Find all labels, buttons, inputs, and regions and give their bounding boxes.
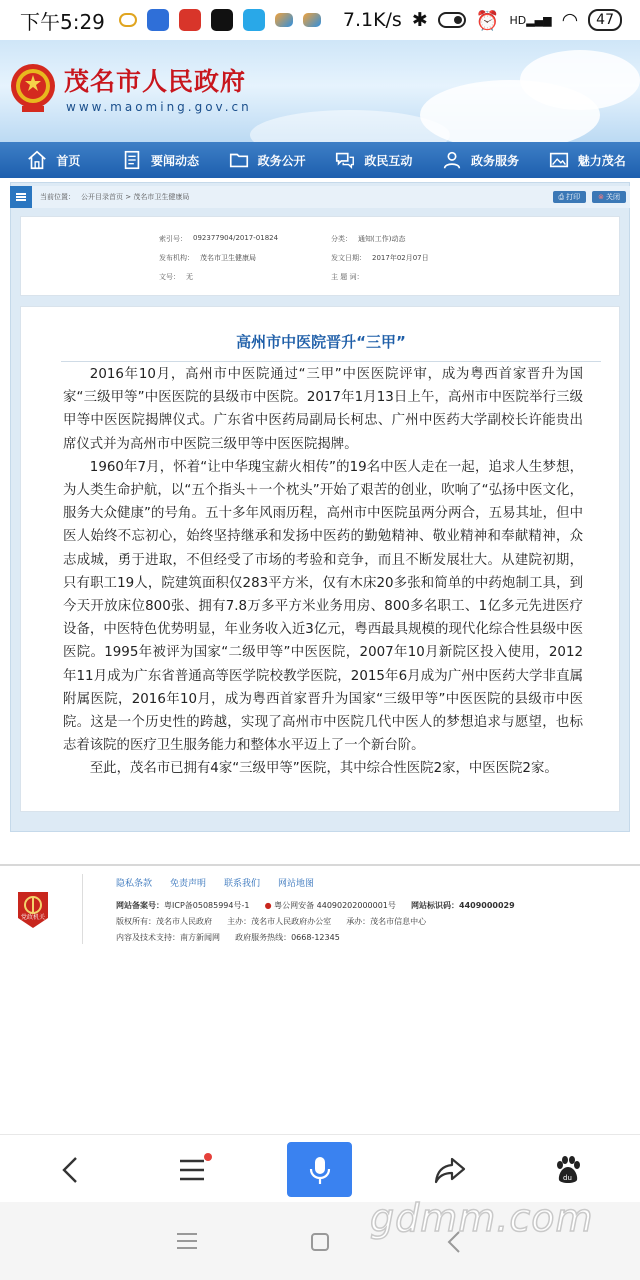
site-url: www.maoming.gov.cn xyxy=(66,100,252,114)
photo-icon xyxy=(548,149,570,171)
recent-apps-button[interactable] xyxy=(176,1232,198,1254)
article-title: 高州市中医院晋升“三甲” xyxy=(236,333,406,351)
svg-text:du: du xyxy=(563,1174,572,1182)
national-emblem-icon xyxy=(8,60,58,116)
signal-label: HD xyxy=(509,13,527,27)
meta-category xyxy=(331,234,405,244)
news-app-icon xyxy=(147,9,169,31)
battery-indicator: 47 xyxy=(588,9,622,31)
nav-label: 政务服务 xyxy=(471,153,520,168)
article-paragraph: 2016年10月，高州市中医院通过“三甲”中医医院评审，成为粤西首家晋升为国家“三级甲等”中医医院的县级市中医院。2017年1月13日上午，高州市中医院举行三级甲等中医医院揭牌仪式。广东省中医药局副局长柯忠、广州中医药大学副校长许能贵出席仪式并为高州市中医院三级甲等中医医院揭牌。 xyxy=(63,367,583,452)
site-banner xyxy=(0,40,640,142)
close-label: 关闭 xyxy=(606,193,620,201)
app-icon xyxy=(243,9,265,31)
notification-dot xyxy=(204,1153,212,1161)
badge-text: 党政机关 xyxy=(20,914,45,921)
shopping-app-icon xyxy=(179,9,201,31)
meta-label: 分类： xyxy=(331,235,352,243)
meta-label: 文号： xyxy=(159,273,180,281)
meta-doc-no xyxy=(159,272,193,282)
user-service-icon xyxy=(441,149,463,171)
nav-label: 政务公开 xyxy=(257,153,306,168)
meta-value: 092377904/2017-01824 xyxy=(193,234,279,242)
site-watermark: gdmm.com xyxy=(370,1196,594,1240)
record-label: 网站备案号： xyxy=(116,901,164,910)
network-speed: 7.1K/s xyxy=(342,9,402,31)
meta-index xyxy=(159,234,278,244)
site-id-value: 4409000029 xyxy=(459,901,515,910)
notification-icons xyxy=(119,9,321,31)
article-body xyxy=(63,363,583,781)
meta-value: 无 xyxy=(186,273,193,281)
article xyxy=(20,306,620,812)
meta-label: 发文日期： xyxy=(331,254,366,262)
footer-host: 主办：茂名市人民政府办公室 xyxy=(227,917,332,926)
police-icon: ● xyxy=(264,901,272,910)
close-icon: ⊗ xyxy=(598,193,604,201)
footer-link-sitemap[interactable]: 网站地图 xyxy=(278,879,315,889)
police-record[interactable]: 粤公网安备 44090202000001号 xyxy=(274,901,396,910)
article-paragraph: 至此，茂名市已拥有4家“三级甲等”医院，其中综合性医院2家，中医医院2家。 xyxy=(89,761,558,777)
footer-hotline: 政府服务热线：0668-12345 xyxy=(235,933,340,942)
nav-label: 政民互动 xyxy=(364,153,413,168)
microphone-icon xyxy=(309,1155,331,1185)
site-title[interactable]: 茂名市人民政府 xyxy=(64,67,247,96)
footer-support: 内容及技术支持：南方新闻网 xyxy=(116,933,220,942)
breadcrumb-prefix: 当前位置： xyxy=(40,193,75,201)
baidu-paw-icon xyxy=(553,1155,583,1185)
document-icon xyxy=(121,149,143,171)
nav-item-interaction[interactable] xyxy=(320,142,427,178)
breadcrumb-path[interactable]: 公开目录首页 > 茂名市卫生健康局 xyxy=(81,193,190,201)
title-divider xyxy=(61,361,601,362)
status-time: 下午5:29 xyxy=(20,9,105,34)
m-app-icon xyxy=(303,13,321,27)
close-button[interactable] xyxy=(592,191,626,203)
print-button[interactable] xyxy=(553,191,587,203)
chevron-left-icon xyxy=(58,1155,82,1185)
list-icon xyxy=(10,186,32,208)
footer-link-privacy[interactable]: 隐私条款 xyxy=(116,879,153,889)
nav-item-open-government[interactable] xyxy=(213,142,320,178)
menu-lines-icon xyxy=(176,1232,198,1250)
chat-icon xyxy=(334,149,356,171)
footer-vertical-divider xyxy=(82,874,83,944)
site-id-label: 网站标识码： xyxy=(411,901,459,910)
folder-icon xyxy=(228,149,250,171)
nav-label: 魅力茂名 xyxy=(577,153,626,168)
m-app-icon xyxy=(275,13,293,27)
baidu-button[interactable] xyxy=(538,1143,598,1197)
record-value[interactable]: 粤ICP备05085994号-1 xyxy=(164,901,250,910)
meta-label: 主 题 词： xyxy=(331,273,364,281)
signal-icon: HD▂▄▆ xyxy=(509,13,552,27)
article-paragraph: 1960年7月，怀着“让中华瑰宝薪火相传”的19名中医人走在一起，追求人生梦想，为人类生命护航，以“五个指头＋一个枕头”开始了艰苦的创业，吹响了“弘扬中医文化，服务大众健康”的号角。五十多年风雨历程，高州市中医院虽两分两合，五易其址，但中医人始终不忘初心，始终坚持继承和发扬中医药的勤勉精神、敬业精神和奉献精神，众志成城，勇于进取，不但经受了市场的考验和竞争，而且不断发展壮大。从建院初期，只有职工19人，院建筑面积仅283平方米，仅有木床20多张和简单的中药炮制工具，到今天开放床位800张、拥有7.8万多平方米业务用房、800多名职工、1亿多元先进医疗设备，中医特色优势明显，年业务收入近3亿元，粤西最具规模的现代化综合性县级中医医院。1995年被评为国家“二级甲等”中医医院，2007年10月新院区投入使用，2012年11月成为广东省普通高等医学院校教学医院，2015年6月成为广州中医药大学非直属附属医院，2016年10月，成为粤西首家晋升为国家“三级甲等”中医医院的县级市中医院。这是一个历史性的跨越，实现了高州市中医院几代中医人的梦想追求与愿望，也标志着该院的医疗卫生服务能力和整体水平迈上了一个新台阶。 xyxy=(63,459,583,754)
menu-icon xyxy=(178,1158,206,1182)
main-nav xyxy=(0,142,640,178)
browser-toolbar xyxy=(0,1134,640,1202)
nav-item-news[interactable] xyxy=(107,142,214,178)
share-button[interactable] xyxy=(420,1143,480,1197)
print-label: 打印 xyxy=(566,193,581,201)
party-government-badge-icon xyxy=(16,890,50,930)
meta-value: 2017年02月07日 xyxy=(372,254,429,262)
meta-label: 发布机构： xyxy=(159,254,194,262)
footer-link-contact[interactable]: 联系我们 xyxy=(224,879,261,889)
footer-info-row xyxy=(116,914,515,930)
home-button[interactable] xyxy=(310,1232,330,1256)
nav-label: 要闻动态 xyxy=(151,153,200,168)
nav-item-services[interactable] xyxy=(427,142,534,178)
meta-subject xyxy=(331,272,363,282)
footer-owner: 版权所有：茂名市人民政府 xyxy=(116,917,212,926)
footer-info-row xyxy=(116,930,515,946)
footer-link-disclaimer[interactable]: 免责声明 xyxy=(170,879,207,889)
menu-button[interactable] xyxy=(162,1143,222,1197)
cloud-icon xyxy=(119,13,137,27)
square-icon xyxy=(310,1232,330,1252)
footer-links xyxy=(116,876,314,889)
alarm-icon: ⏰ xyxy=(475,9,500,32)
share-icon xyxy=(434,1156,466,1184)
document-meta xyxy=(20,216,620,296)
cloud-decoration xyxy=(520,50,640,110)
breadcrumb xyxy=(10,186,630,208)
wifi-icon: ◠ xyxy=(561,9,579,31)
footer-info-row xyxy=(116,898,515,914)
tiktok-app-icon xyxy=(211,9,233,31)
nav-item-charm[interactable] xyxy=(533,142,640,178)
nav-label: 首页 xyxy=(56,153,81,168)
bluetooth-icon: ✱ xyxy=(411,9,428,31)
home-icon xyxy=(26,149,48,171)
status-right xyxy=(343,9,622,32)
footer-info xyxy=(116,898,515,946)
nav-item-home[interactable] xyxy=(0,142,107,178)
meta-label: 索引号： xyxy=(159,235,187,243)
meta-date xyxy=(331,253,429,263)
footer-undertaker: 承办：茂名市信息中心 xyxy=(346,917,427,926)
back-button[interactable] xyxy=(40,1143,100,1197)
meta-value: 茂名市卫生健康局 xyxy=(200,254,256,262)
meta-value: 通知(工作)动态 xyxy=(358,235,406,243)
footer-divider-line xyxy=(0,864,640,866)
meta-org xyxy=(159,253,256,263)
voice-search-button[interactable] xyxy=(287,1142,352,1197)
toggle-icon xyxy=(438,12,466,28)
printer-icon: ⎙ xyxy=(558,192,565,201)
status-bar xyxy=(0,0,640,40)
